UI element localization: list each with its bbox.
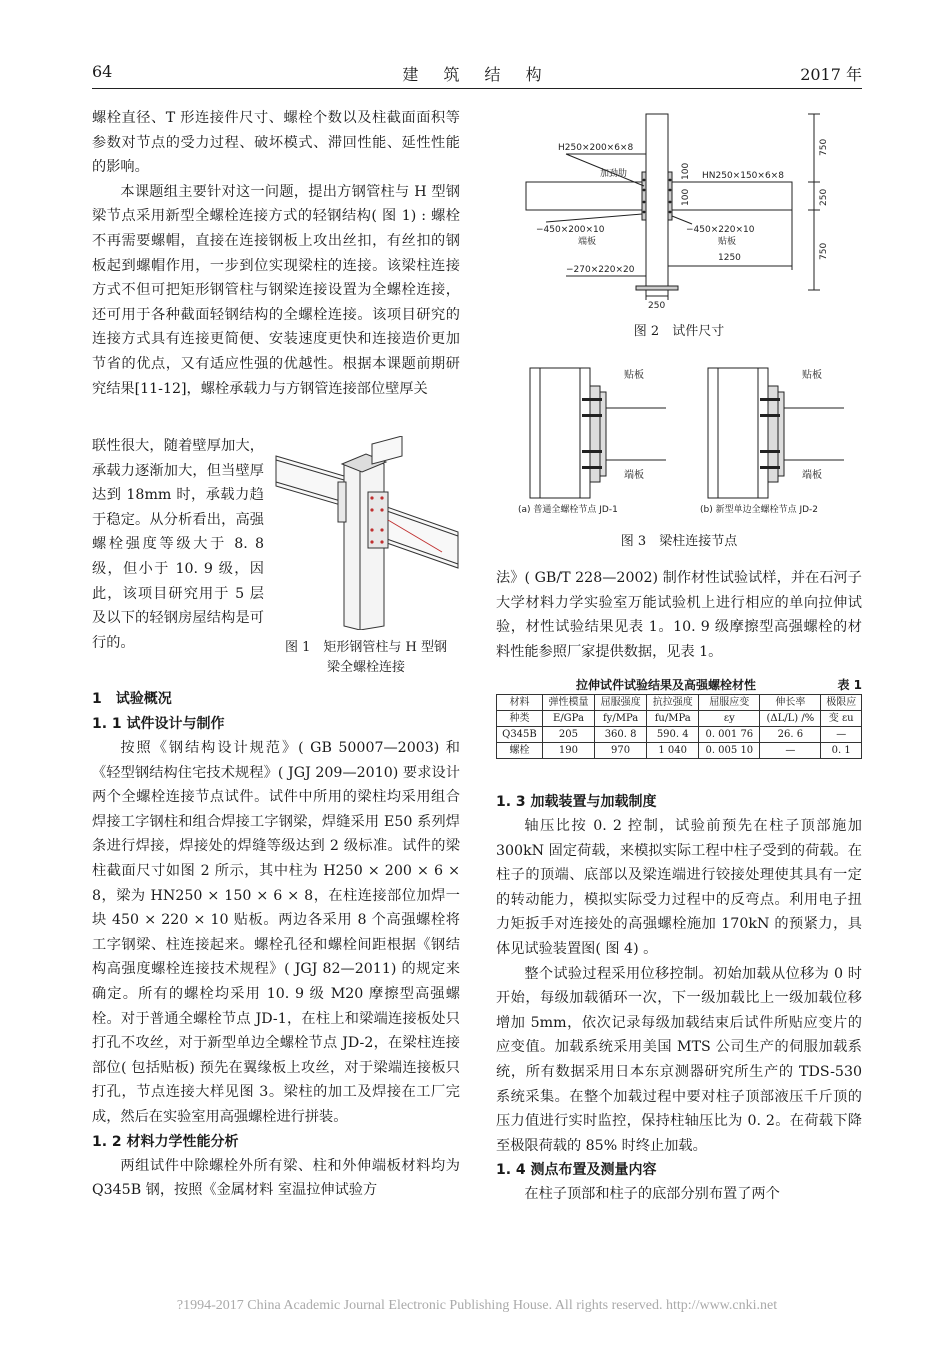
figure-2-drawing xyxy=(496,110,862,310)
running-header xyxy=(92,62,862,88)
left-column-bottom xyxy=(92,686,460,1203)
paragraph: 在柱子顶部和柱子的底部分别布置了两个 xyxy=(524,1186,780,1203)
table-row xyxy=(497,727,862,743)
fig2-label: −270×220×20 xyxy=(566,265,635,275)
figure-3 xyxy=(496,358,862,550)
table-cell: 1 040 xyxy=(647,743,699,759)
fig3-subcaption-a: (a) 普通全螺栓节点 JD-1 xyxy=(518,505,618,515)
page-number: 64 xyxy=(92,62,113,81)
paragraph: 轴压比按 0. 2 控制，试验前预先在柱子顶部施加 300kN 固定荷载，来模拟实际工程中柱子受到的荷载。在柱子的顶端、底部以及梁连端进行铰接处理使其具有一定的转动能力，模拟实际受力过程中的反弯点。利用电子扭力矩扳手对连接处的高强螺栓施加 170kN 的预紧力，具体见试验装置图( 图 4) 。 xyxy=(496,818,862,957)
table-header-cell: 抗拉强度 xyxy=(647,695,699,711)
table-cell: — xyxy=(821,727,862,743)
left-column-wrap xyxy=(92,434,264,655)
fig2-dimension: 100 xyxy=(681,188,691,206)
table-1-header xyxy=(496,676,862,694)
table-header-cell: 变 εu xyxy=(821,711,862,727)
table-cell: 0. 001 76 xyxy=(699,727,760,743)
paragraph: 螺栓直径、T 形连接件尺寸、螺栓个数以及柱截面面积等参数对节点的受力过程、破坏模式、滞回性能、延性性能的影响。 xyxy=(92,110,460,176)
header-rule xyxy=(92,88,862,89)
section-heading: 1 试验概况 xyxy=(92,691,172,707)
table-cell: 360. 8 xyxy=(595,727,647,743)
table-cell: 970 xyxy=(595,743,647,759)
table-header-cell: 伸长率 xyxy=(760,695,821,711)
table-row xyxy=(497,743,862,759)
figure-2 xyxy=(496,110,862,346)
paragraph: 两组试件中除螺栓外所有梁、柱和外伸端板材料均为 Q345B 钢，按照《金属材料 室温拉伸试验方 xyxy=(92,1157,460,1199)
table-cell: 26. 6 xyxy=(760,727,821,743)
fig2-dimension: 100 xyxy=(681,162,691,180)
paragraph: 按照《钢结构设计规范》( GB 50007—2003) 和《轻型钢结构住宅技术规程》( JGJ 209—2010) 要求设计两个全螺栓连接节点试件。试件中所用的梁柱均采用组合焊接工字钢柱和组合焊接工字钢梁，焊缝采用 E50 系列焊条进行焊接，焊接处的焊缝等级达到 2 级标准。试件的梁柱截面尺寸如图 2 所示，其中柱为 H250 × 200 × 6 × 8，梁为 HN250 × 150 × 6 × 8，在柱连接部位加焊一块 450 × 220 × 10 贴板。两边各采用 8 个高强螺栓将工字钢梁、柱连接起来。螺栓孔径和螺栓间距根据《钢结构高强度螺栓连接技术规程》( JGJ 82—2011) 的规定来确定。所有的螺栓均采用 10. 9 级 M20 摩擦型高强螺栓。对于普通全螺栓节点 JD-1，在柱上和梁端连接板处只打孔不攻丝，对于新型单边全螺栓节点 JD-2，在梁柱连接部位( 包括贴板) 预先在翼缘板上攻丝，对于梁端连接板只打孔，节点连接大样见图 3。梁柱的加工及焊接在工厂完成，然后在实验室用高强螺栓进行拼装。 xyxy=(92,740,460,1125)
table-header-cell: 弹性模量 xyxy=(542,695,594,711)
table-header-cell: 屈服应变 xyxy=(699,695,760,711)
table-1-title: 拉伸试件试验结果及高强螺栓材性 xyxy=(575,678,756,692)
paragraph: 联性很大，随着壁厚加大，承载力逐渐加大，但当壁厚达到 18mm 时，承载力趋于稳定。从分析看出，高强螺栓强度等级大于 8. 8 级，但小于 10. 9 级，因此，该项目研究用于 5 层及以下的轻钢房屋结构是可行的。 xyxy=(92,438,264,651)
paragraph: 法》( GB/T 228—2002) 制作材性试验试样，并在石河子大学材料力学实验室万能试验机上进行相应的单向拉伸试验，材性试验结果见表 1。10. 9 级摩擦型高强螺栓的材料性能参照厂家提供数据，见表 1。 xyxy=(496,570,862,660)
table-header-cell: εy xyxy=(699,711,760,727)
fig2-label: HN250×150×6×8 xyxy=(702,171,784,181)
journal-title: 建 筑 结 构 xyxy=(402,65,552,84)
fig2-label: −450×200×10 xyxy=(536,225,605,235)
figure-1 xyxy=(272,436,460,676)
table-header-cell: fy/MPa xyxy=(595,711,647,727)
fig3-label-duanban: 端板 xyxy=(624,470,644,481)
fig2-label: 1250 xyxy=(718,253,741,263)
fig3-subcaption-b: (b) 新型单边全螺栓节点 JD-2 xyxy=(700,505,819,515)
year: 2017 年 xyxy=(800,65,862,84)
fig2-label: 加劲肋 xyxy=(600,169,628,179)
table-header-cell: 材料 xyxy=(497,695,543,711)
table-cell: Q345B xyxy=(497,727,543,743)
table-header-cell: fu/MPa xyxy=(647,711,699,727)
table-1-label: 表 1 xyxy=(837,678,862,692)
table-cell: — xyxy=(760,743,821,759)
fig2-label: 贴板 xyxy=(718,237,737,247)
subsection-heading: 1. 4 测点布置及测量内容 xyxy=(496,1162,657,1179)
table-cell: 螺栓 xyxy=(497,743,543,759)
fig3-label-tieban: 贴板 xyxy=(802,370,822,381)
fig2-label: −450×220×10 xyxy=(686,225,755,235)
figure-1-caption: 图 1 矩形钢管柱与 H 型钢 梁全螺栓连接 xyxy=(284,640,447,675)
figure-2-caption: 图 2 试件尺寸 xyxy=(633,324,725,339)
fig2-label: H250×200×6×8 xyxy=(558,143,634,153)
fig2-label: 250 xyxy=(648,301,666,310)
table-header-cell: 种类 xyxy=(497,711,543,727)
subsection-heading: 1. 1 试件设计与制作 xyxy=(92,716,225,732)
fig3-label-tieban: 贴板 xyxy=(624,370,644,381)
table-cell: 0. 1 xyxy=(821,743,862,759)
table-cell: 0. 005 10 xyxy=(699,743,760,759)
fig2-dimension: 750 xyxy=(819,138,829,156)
subsection-heading: 1. 2 材料力学性能分析 xyxy=(92,1133,239,1150)
table-1-grid xyxy=(496,694,862,759)
table-cell: 190 xyxy=(542,743,594,759)
figure-1-drawing xyxy=(272,436,460,630)
fig3-label-duanban: 端板 xyxy=(802,470,822,481)
copyright-footer: ?1994-2017 China Academic Journal Electronic Publishing House. All rights reserved. http://www.cnki.net xyxy=(176,1298,778,1313)
table-header-cell: 屈服强度 xyxy=(595,695,647,711)
subsection-heading: 1. 3 加载装置与加载制度 xyxy=(496,794,657,810)
fig2-dimension: 750 xyxy=(819,242,829,260)
right-column-p5 xyxy=(496,566,862,664)
fig2-dimension: 250 xyxy=(819,188,829,206)
table-1 xyxy=(496,676,862,759)
table-header-cell: (ΔL/L) /% xyxy=(760,711,821,727)
fig2-label: 端板 xyxy=(578,237,597,247)
table-header-row xyxy=(497,711,862,727)
table-cell: 205 xyxy=(542,727,594,743)
table-header-row xyxy=(497,695,862,711)
table-header-cell: 极限应 xyxy=(821,695,862,711)
figure-3-drawing xyxy=(496,358,862,518)
right-column-bottom xyxy=(496,790,862,1207)
table-header-cell: E/GPa xyxy=(542,711,594,727)
paragraph: 整个试验过程采用位移控制。初始加载从位移为 0 时开始，每级加载循环一次，下一级加载比上一级加载位移增加 5mm，依次记录每级加载结束后试件所贴应变片的应变值。加载系统采用美国 MTS 公司生产的伺服加载系统，所有数据采用日本东京测器研究所生产的 TDS-530 系统采集。在整个加载过程中要对柱子顶部液压千斤顶的压力值进行实时监控，保持柱轴压比为 0. 2。在荷载下降至极限荷载的 85% 时终止加载。 xyxy=(496,965,862,1154)
figure-3-caption: 图 3 梁柱连接节点 xyxy=(620,534,738,549)
table-cell: 590. 4 xyxy=(647,727,699,743)
left-column-top xyxy=(92,106,460,401)
paragraph: 本课题组主要针对这一问题，提出方钢管柱与 H 型钢梁节点采用新型全螺栓连接方式的轻钢结构( 图 1) : 螺栓不再需要螺帽，直接在连接钢板上攻出丝扣，有丝扣的钢板起到螺帽作用，一步到位实现梁柱的连接。该梁柱连接方式不但可把矩形钢管柱与钢梁连接设置为全螺栓连接，还可用于各种截面轻钢结构的全螺栓连接。该项目研究的连接方式具有连接更简便、安装速度更快和连接造价更加节省的优点，又有适应性强的优越性。根据本课题前期研究结果[11-12]，螺栓承载力与方钢管连接部位壁厚关 xyxy=(92,183,460,397)
